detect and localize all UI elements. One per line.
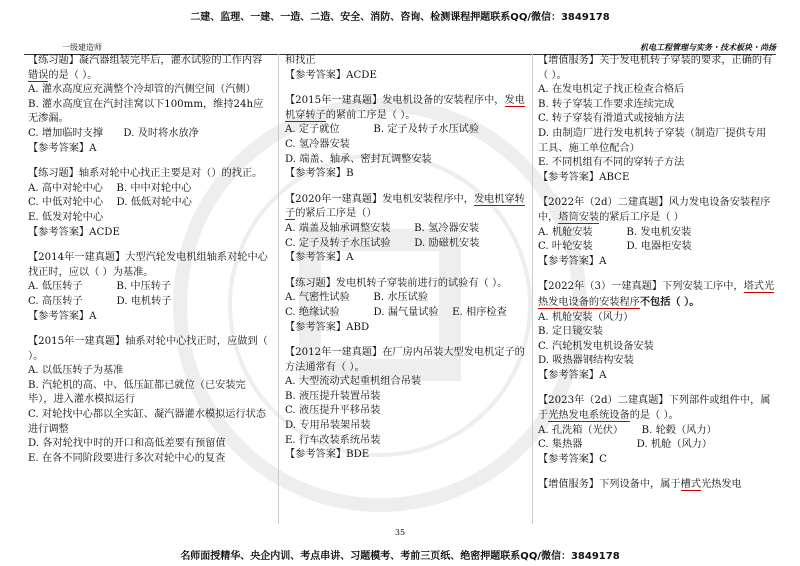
option-line: E. 低发对轮中心 bbox=[28, 211, 104, 223]
option-line: B. 转子穿装工作要求连续完成 bbox=[538, 98, 675, 110]
option-line: B. 定日镜安装 bbox=[538, 326, 603, 338]
question-block bbox=[538, 478, 776, 493]
question-block bbox=[538, 394, 776, 467]
option-line: E. 不同机组有不同的穿转子方法 bbox=[538, 157, 685, 169]
option-line: A. 端盖及轴承调整安装 B. 氢冷器安装 bbox=[285, 222, 480, 234]
option-line: A. 在发电机定子找正检查合格后 bbox=[538, 84, 685, 96]
answer-line: 【参考答案】ABCE bbox=[538, 171, 630, 183]
question-stem: 【2020年一建真题】发电机安装程序中，发电机穿转子的紧后工序是（） bbox=[285, 193, 525, 220]
option-line: C. 叶轮安装 D. 电器柜安装 bbox=[538, 241, 692, 253]
answer-line: 【参考答案】A bbox=[538, 255, 607, 267]
question-stem: 【2015年一建真题】发电机设备的安装程序中，发电机穿转子的紧前工序是（ ）。 bbox=[285, 95, 525, 121]
option-line: C. 增加临时支撑 D. 及时将水放净 bbox=[28, 127, 199, 139]
question-block bbox=[28, 167, 270, 240]
answer-line: 【参考答案】A bbox=[285, 252, 354, 264]
answer-line: 【参考答案】ACDE bbox=[28, 226, 120, 238]
question-stem: 【2014年一建真题】大型汽轮发电机组轴系对轮中心找正时，应以（ ）为基准。 bbox=[28, 252, 268, 278]
option-line: D. 端盖、轴承、密封瓦调整安装 bbox=[285, 153, 432, 165]
option-line: D. 各对轮找中时的开口和高低差要有预留值 bbox=[28, 438, 226, 450]
header-banner: 二建、监理、一建、一造、二造、安全、消防、咨询、检测课程押题联系QQ/微信：3849178 bbox=[190, 12, 610, 23]
question-stem: 【练习题】凝汽器组装完毕后，灌水试验的工作内容错误的是（ ）。 bbox=[28, 55, 263, 81]
answer-line: 【参考答案】A bbox=[28, 310, 97, 322]
answer-line: 【参考答案】ABD bbox=[285, 321, 370, 333]
question-block bbox=[28, 54, 270, 156]
answer-line: 【参考答案】C bbox=[538, 453, 607, 465]
option-line: B. 汽轮机的高、中、低压缸都已就位（已安装完毕），进入灌水模拟运行 bbox=[28, 379, 246, 406]
option-line: A. 以低压转子为基准 bbox=[28, 365, 124, 377]
question-block bbox=[285, 54, 527, 83]
question-block bbox=[285, 193, 527, 266]
question-block bbox=[28, 251, 270, 324]
answer-line: 【参考答案】A bbox=[538, 369, 607, 381]
option-line: C. 中低对轮中心 D. 低低对轮中心 bbox=[28, 197, 192, 209]
question-stem: 【增值服务】下列设备中，属于槽式光热发电 bbox=[538, 479, 742, 491]
running-head bbox=[24, 40, 776, 55]
option-line: B. 灌水高度宜在汽封洼窝以下100mm，维持24h应无渗漏。 bbox=[28, 98, 264, 125]
column-divider bbox=[278, 54, 279, 524]
option-line: C. 对轮找中心都以全实缸、凝汽器灌水模拟运行状态进行调整 bbox=[28, 409, 267, 435]
column-middle bbox=[285, 54, 527, 524]
question-stem: 【2015年一建真题】轴系对轮中心找正时，应做到（ ）。 bbox=[28, 336, 268, 362]
question-tail: 和找正 bbox=[285, 55, 316, 66]
running-head-right: 机电工程管理与实务・技术板块・尚扬 bbox=[640, 42, 776, 52]
option-line: C. 液压提升平移吊装 bbox=[285, 405, 381, 417]
option-line: C. 绝缘试验 D. 漏气量试验 E. 相序检查 bbox=[285, 306, 507, 318]
page-number: 35 bbox=[394, 528, 406, 537]
option-line: C. 氢冷器安装 bbox=[285, 138, 350, 150]
question-stem: 【2023年（2d）二建真题】下列部件或组件中，属于光热发电系统设备的是（ ）。 bbox=[538, 395, 771, 422]
option-line: D. 专用吊装架吊装 bbox=[285, 420, 371, 432]
option-line: C. 高压转子 D. 电机转子 bbox=[28, 295, 172, 307]
option-line: E. 行车改装系统吊装 bbox=[285, 434, 381, 446]
option-line: C. 汽轮机发电机设备安装 bbox=[538, 340, 654, 352]
option-line: A. 孔洗箱（光伏） B. 轮毂（风力） bbox=[538, 424, 717, 436]
column-divider bbox=[532, 54, 533, 524]
question-stem: 【2022年（2d）二建真题】风力发电设备安装程序中，塔筒安装的紧后工序是（ ） bbox=[538, 197, 771, 223]
footer-banner: 名师面授精华、央企内训、考点串讲、习题模考、考前三页纸、绝密押题联系QQ/微信：3849178 bbox=[180, 551, 620, 562]
question-block bbox=[285, 277, 527, 335]
question-stem: 【2022年（3）一建真题】下列安装工序中，塔式光热发电设备的安装程序不包括（ ）。 bbox=[538, 281, 775, 308]
column-right bbox=[538, 54, 776, 524]
column-left bbox=[28, 54, 270, 524]
answer-line: 【参考答案】A bbox=[28, 142, 97, 154]
question-block bbox=[538, 54, 776, 185]
answer-line: 【参考答案】ACDE bbox=[285, 69, 377, 81]
option-line: A. 定子就位 B. 定子及转子水压试验 bbox=[285, 124, 480, 136]
option-line: D. 吸热器钢结构安装 bbox=[538, 355, 634, 367]
question-stem: 【练习题】发电机转子穿装前进行的试验有（ ）。 bbox=[285, 277, 508, 289]
question-block bbox=[538, 280, 776, 383]
question-stem: 【增值服务】关于发电机转子穿装的要求，正确的有（ ）。 bbox=[538, 55, 773, 81]
option-line: A. 高中对轮中心 B. 中中对轮中心 bbox=[28, 182, 192, 194]
option-line: C. 定子及转子水压试验 D. 励磁机安装 bbox=[285, 237, 480, 249]
answer-line: 【参考答案】BDE bbox=[285, 449, 370, 461]
option-line: A. 机舱安装（风力） bbox=[538, 311, 634, 323]
question-block bbox=[285, 346, 527, 463]
question-stem: 【练习题】轴系对轮中心找正主要是对（）的找正。 bbox=[28, 168, 263, 180]
question-stem: 【2012年一建真题】在厂房内吊装大型发电机定子的方法通常有（ ）。 bbox=[285, 347, 525, 373]
option-line: A. 机舱安装 B. 发电机安装 bbox=[538, 226, 692, 238]
option-line: D. 由制造厂进行发电机转子穿装（制造厂提供专用工具、施工单位配合） bbox=[538, 127, 767, 154]
option-line: A. 灌水高度应充满整个冷却管的汽侧空间（汽侧） bbox=[28, 84, 256, 96]
option-line: A. 大型流动式起重机组合吊装 bbox=[285, 376, 422, 388]
option-line: A. 气密性试验 B. 水压试验 bbox=[285, 292, 429, 304]
question-block bbox=[28, 335, 270, 466]
running-head-left: 一级建造师 bbox=[62, 43, 102, 52]
question-block bbox=[285, 94, 527, 182]
option-line: C. 转子穿装有滑道式或接轴方法 bbox=[538, 113, 685, 125]
question-block bbox=[538, 196, 776, 269]
option-line: A. 低压转子 B. 中压转子 bbox=[28, 281, 172, 293]
answer-line: 【参考答案】B bbox=[285, 168, 354, 180]
option-line: E. 在各不同阶段要进行多次对轮中心的复查 bbox=[28, 452, 226, 464]
option-line: C. 集热器 D. 机舱（风力） bbox=[538, 439, 713, 451]
option-line: B. 液压提升装置吊装 bbox=[285, 390, 381, 402]
